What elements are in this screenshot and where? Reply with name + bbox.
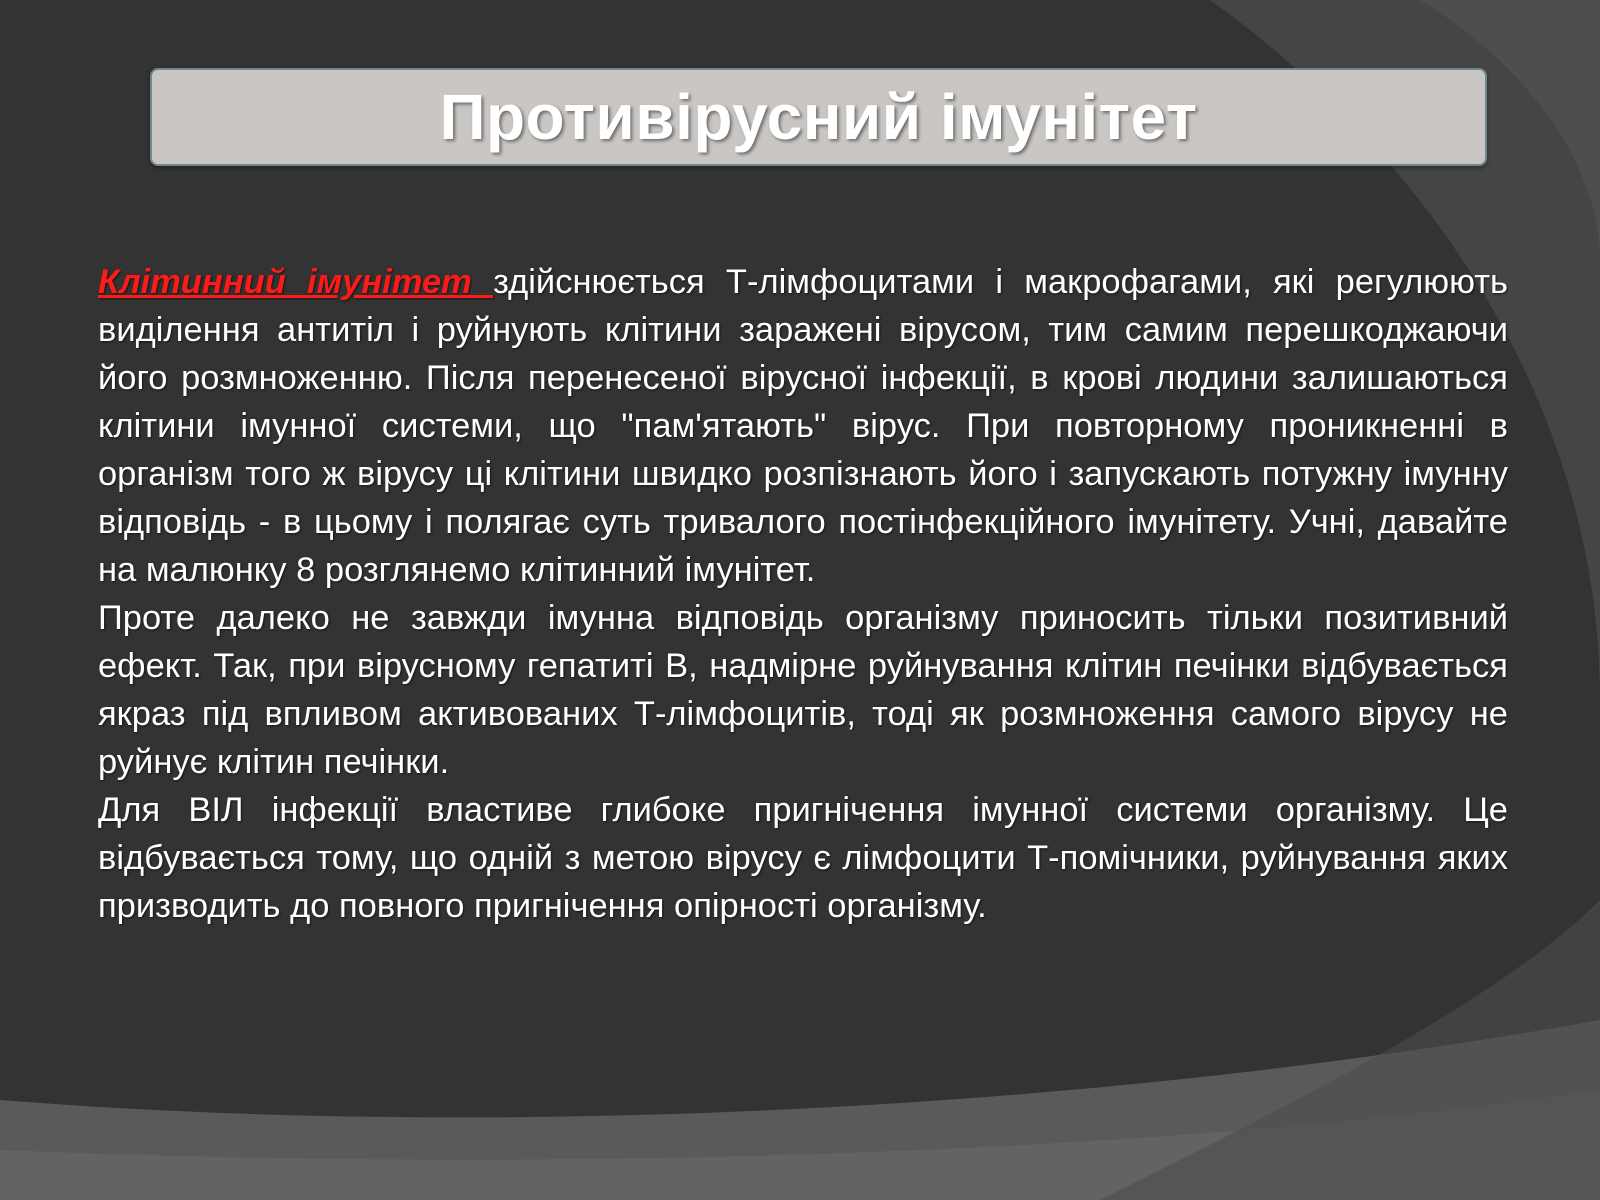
paragraph-text: здійснюється Т-лімфоцитами і макрофагами, які регулюють виділення антитіл і руйнують клітини заражені вірусом, тим самим перешкоджаючи його розмноженню. Після перенесеної вірусної інфекції, в крові людини залишаються клітини імунної системи, що "пам'ятають" вірус. При повторному проникненні в організм того ж вірусу ці клітини швидко розпізнають його і запускають потужну імунну відповідь - в цьому і полягає суть тривалого постінфекційного імунітету. Учні, давайте на малюнку 8 розглянемо клітинний імунітет.: [98, 263, 1508, 589]
highlight-term: Клітинний імунітет: [98, 263, 494, 301]
paragraph-cellular-immunity: [98, 258, 1508, 594]
paragraph-hiv: Для ВІЛ інфекції властиве глибоке пригнічення імунної системи організму. Це відбувається тому, що одній з метою вірусу є лімфоцити Т-помічники, руйнування яких призводить до повного пригнічення опірності організму.: [98, 791, 1508, 925]
title-box: [150, 68, 1487, 166]
slide-body: [98, 258, 1508, 930]
paragraph-hepatitis: Проте далеко не завжди імунна відповідь організму приносить тільки позитивний ефект. Так, при вірусному гепатиті В, надмірне руйнування клітин печінки відбувається якраз під впливом активованих Т-лімфоцитів, тоді як розмноження самого вірусу не руйнує клітин печінки.: [98, 599, 1508, 781]
slide-title: Противірусний імунітет: [439, 81, 1198, 153]
